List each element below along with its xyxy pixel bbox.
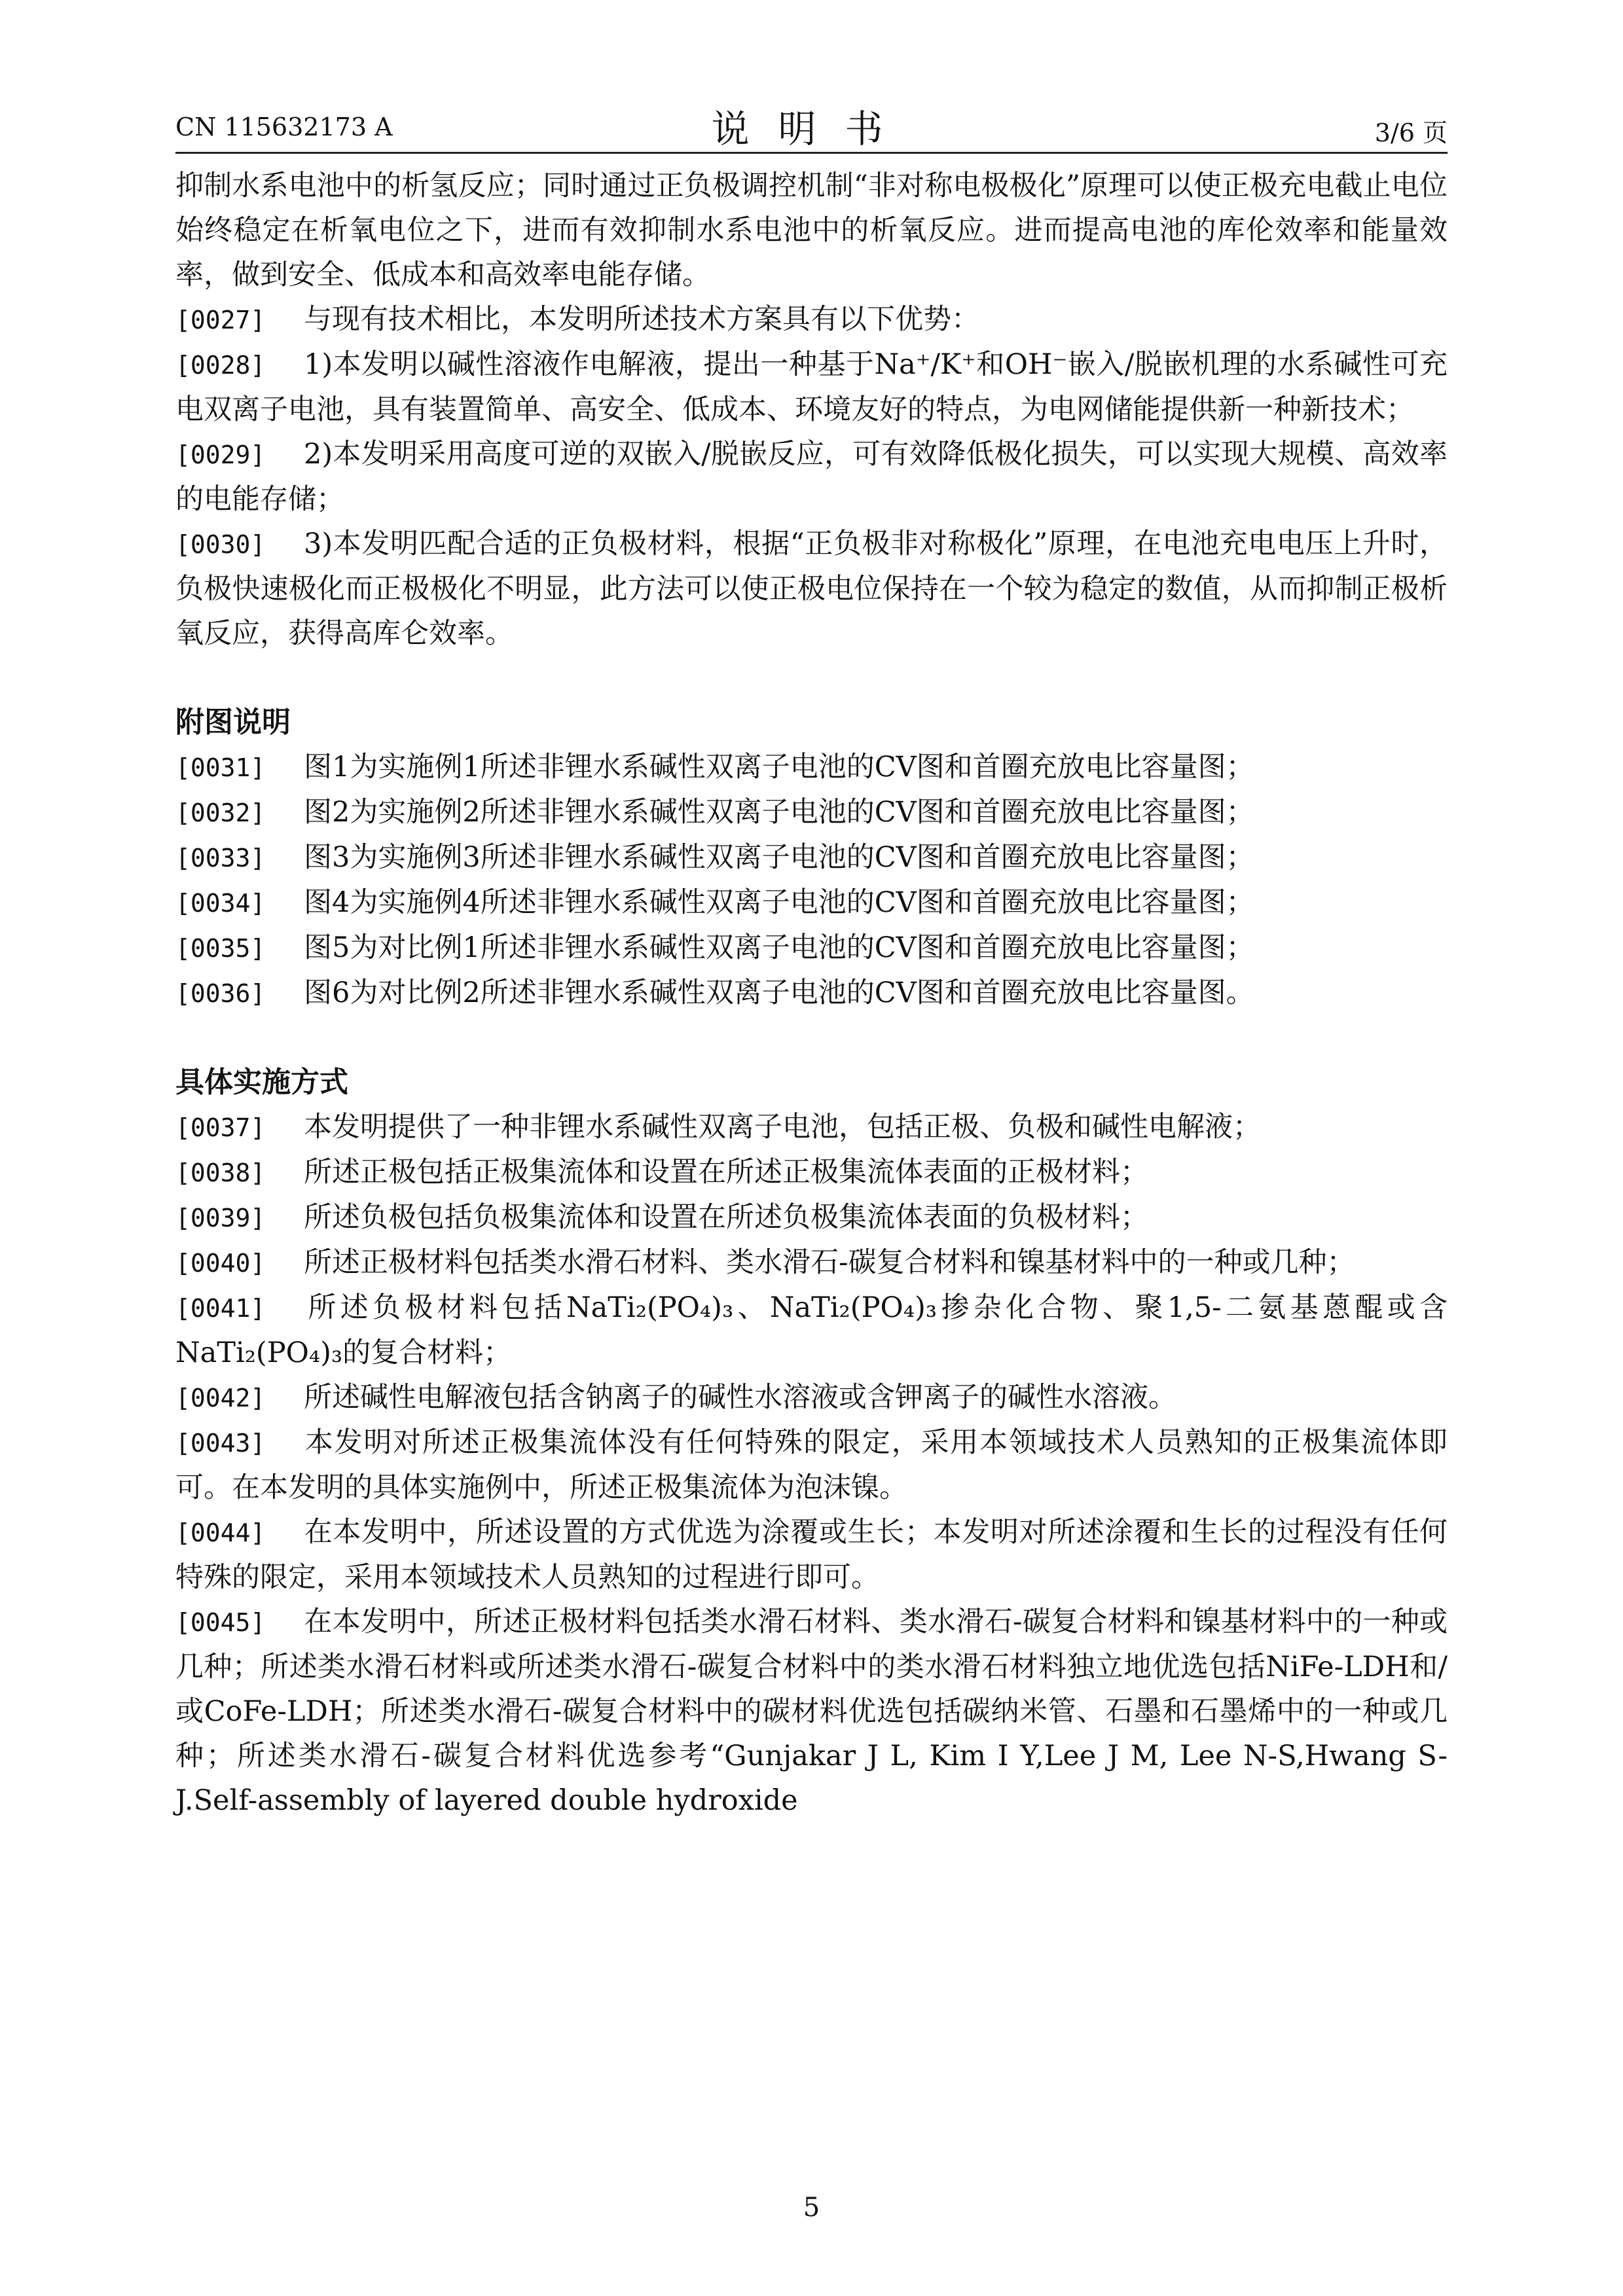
paragraph-number: [0034] <box>175 889 266 918</box>
paragraph <box>175 1240 1448 1285</box>
paragraph <box>175 1420 1448 1510</box>
paragraph <box>175 1510 1448 1600</box>
paragraph-number: [0041] <box>175 1294 266 1323</box>
paragraph <box>175 1600 1448 1823</box>
paragraph-text: 所述负极材料包括NaTi₂(PO₄)₃、NaTi₂(PO₄)₃掺杂化合物、聚1,5-二氨基蒽醌或含NaTi₂(PO₄)₃的复合材料； <box>175 1291 1448 1369</box>
paragraph <box>175 835 1448 880</box>
paragraph-text: 所述碱性电解液包括含钠离子的碱性水溶液或含钾离子的碱性水溶液。 <box>304 1381 1176 1414</box>
embodiments-section <box>175 1105 1448 1823</box>
document-body <box>175 164 1448 1823</box>
paragraph-number: [0044] <box>175 1518 266 1547</box>
figures-heading: 附图说明 <box>175 706 291 739</box>
paragraph-number: [0030] <box>175 530 266 559</box>
paragraph-number: [0036] <box>175 979 266 1008</box>
paragraph-text: 本发明对所述正极集流体没有任何特殊的限定，采用本领域技术人员熟知的正极集流体即可。在本发明的具体实施例中，所述正极集流体为泡沫镍。 <box>175 1426 1448 1504</box>
paragraph-text: 3)本发明匹配合适的正负极材料，根据“正负极非对称极化”原理，在电池充电电压上升时，负极快速极化而正极极化不明显，此方法可以使正极电位保持在一个较为稳定的数值，从而抑制正极析氧反应，获得高库仑效率。 <box>175 528 1448 650</box>
paragraph-number: [0043] <box>175 1429 266 1458</box>
paragraph-text: 本发明提供了一种非锂水系碱性双离子电池，包括正极、负极和碱性电解液； <box>304 1111 1261 1143</box>
header-rule <box>175 152 1448 154</box>
paragraph-text: 1)本发明以碱性溶液作电解液，提出一种基于Na⁺/K⁺和OH⁻嵌入/脱嵌机理的水系碱性可充电双离子电池，具有装置简单、高安全、低成本、环境友好的特点，为电网储能提供新一种新技术； <box>175 348 1448 426</box>
page-header <box>175 98 1448 151</box>
paragraph-text: 图1为实施例1所述非锂水系碱性双离子电池的CV图和首圈充放电比容量图； <box>304 751 1254 783</box>
paragraph-number: [0033] <box>175 844 266 872</box>
embodiments-heading: 具体实施方式 <box>175 1066 348 1099</box>
paragraph-text: 与现有技术相比，本发明所述技术方案具有以下优势： <box>304 303 979 336</box>
advantages-section <box>175 297 1448 656</box>
paragraph <box>175 971 1448 1016</box>
paragraph-text: 在本发明中，所述设置的方式优选为涂覆或生长；本发明对所述涂覆和生长的过程没有任何特殊的限定，采用本领域技术人员熟知的过程进行即可。 <box>175 1516 1448 1594</box>
paragraph <box>175 1105 1448 1150</box>
paragraph <box>175 1375 1448 1420</box>
paragraph-text: 在本发明中，所述正极材料包括类水滑石材料、类水滑石-碳复合材料和镍基材料中的一种或几种；所述类水滑石材料或所述类水滑石-碳复合材料中的类水滑石材料独立地优选包括NiFe-LDH和/或CoFe-LDH；所述类水滑石-碳复合材料中的碳材料优选包括碳纳米管、石墨和石墨烯中的一种或几种；所述类水滑石-碳复合材料优选参考“Gunjakar J L, Kim I Y,Lee J M, Lee N-S,Hwang S-J.Self-assembly of layered double hydroxide <box>175 1605 1448 1817</box>
paragraph-number: [0031] <box>175 753 266 782</box>
paragraph-number: [0028] <box>175 351 266 380</box>
paragraph-number: [0032] <box>175 798 266 827</box>
paragraph <box>175 745 1448 790</box>
paragraph-number: [0035] <box>175 934 266 963</box>
paragraph-text: 2)本发明采用高度可逆的双嵌入/脱嵌反应，可有效降低极化损失，可以实现大规模、高效率的电能存储； <box>175 438 1448 516</box>
document-title: 说明书 <box>711 107 912 151</box>
paragraph-number: [0045] <box>175 1608 266 1637</box>
paragraph <box>175 880 1448 925</box>
paragraph-text: 图3为实施例3所述非锂水系碱性双离子电池的CV图和首圈充放电比容量图； <box>304 841 1254 874</box>
paragraph <box>175 1285 1448 1375</box>
intro-paragraph: 抑制水系电池中的析氢反应；同时通过正负极调控机制“非对称电极极化”原理可以使正极充电截止电位始终稳定在析氧电位之下，进而有效抑制水系电池中的析氧反应。进而提高电池的库伦效率和能量效率，做到安全、低成本和高效率电能存储。 <box>175 170 1448 291</box>
paragraph-number: [0042] <box>175 1384 266 1412</box>
paragraph <box>175 1150 1448 1195</box>
paragraph-text: 图5为对比例1所述非锂水系碱性双离子电池的CV图和首圈充放电比容量图； <box>304 931 1254 964</box>
paragraph-text: 图6为对比例2所述非锂水系碱性双离子电池的CV图和首圈充放电比容量图。 <box>304 977 1254 1009</box>
paragraph-text: 所述正极材料包括类水滑石材料、类水滑石-碳复合材料和镍基材料中的一种或几种； <box>304 1246 1355 1279</box>
paragraph <box>175 925 1448 971</box>
paragraph-number: [0039] <box>175 1204 266 1232</box>
page-indicator: 3/6 页 <box>1374 118 1448 147</box>
paragraph-number: [0040] <box>175 1249 266 1278</box>
paragraph <box>175 432 1448 522</box>
paragraph-text: 图4为实施例4所述非锂水系碱性双离子电池的CV图和首圈充放电比容量图； <box>304 886 1254 919</box>
paragraph-text: 所述正极包括正极集流体和设置在所述正极集流体表面的正极材料； <box>304 1156 1148 1189</box>
paragraph-number: [0027] <box>175 306 266 334</box>
paragraph <box>175 342 1448 432</box>
paragraph-text: 图2为实施例2所述非锂水系碱性双离子电池的CV图和首圈充放电比容量图； <box>304 796 1254 829</box>
figures-section <box>175 745 1448 1016</box>
paragraph <box>175 790 1448 835</box>
patent-number: CN 115632173 A <box>175 113 393 141</box>
paragraph <box>175 297 1448 342</box>
paragraph-number: [0029] <box>175 440 266 469</box>
paragraph-text: 所述负极包括负极集流体和设置在所述负极集流体表面的负极材料； <box>304 1201 1148 1234</box>
page-number: 5 <box>803 2193 820 2223</box>
paragraph-number: [0038] <box>175 1158 266 1187</box>
paragraph-number: [0037] <box>175 1113 266 1142</box>
paragraph <box>175 522 1448 656</box>
paragraph <box>175 1195 1448 1240</box>
